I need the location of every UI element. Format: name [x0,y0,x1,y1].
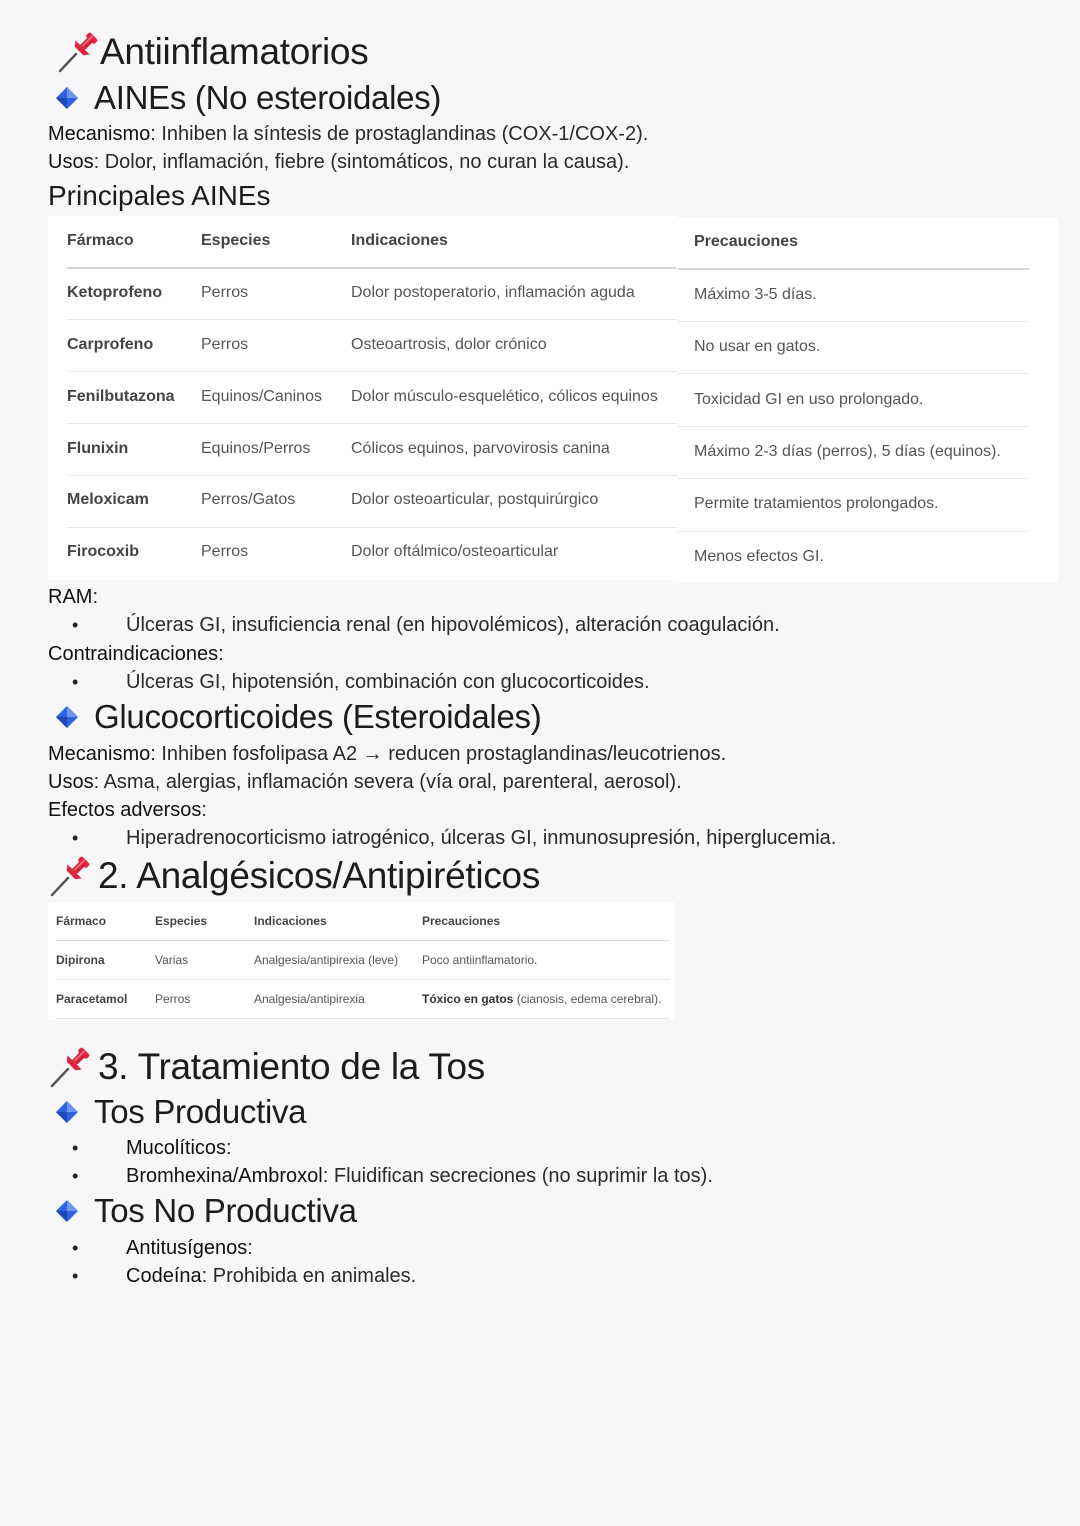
bullet-icon: • [72,1238,79,1258]
table-cell-farmaco: Ketoprofeno [67,284,163,301]
list-item: • Úlceras GI, insuficiencia renal (en hipovolémicos), alteración coagulación. [72,614,780,636]
gluco-efectos-label: Efectos adversos: [48,799,207,821]
table-cell-especies: Perros [201,336,249,353]
blue-diamond-icon [54,85,80,111]
column-header: Fármaco [67,232,134,249]
column-header: Precauciones [694,233,799,250]
table-cell-farmaco: Dipirona [56,953,105,967]
table-cell-especies: Equinos/Perros [201,440,311,457]
column-header: Precauciones [422,914,501,928]
table-cell-indicaciones: Dolor oftálmico/osteoarticular [351,543,559,560]
column-header: Especies [155,914,208,928]
column-header: Indicaciones [254,914,327,928]
table-cell-indicaciones: Cólicos equinos, parvovirosis canina [351,440,610,457]
table-cell-indicaciones: Dolor músculo-esquelético, cólicos equinos [351,388,658,405]
aines-usos: Usos: Dolor, inflamación, fiebre (sintomáticos, no curan la causa). [48,151,630,173]
row-divider [678,478,1029,479]
bullet-icon: • [72,1166,79,1186]
pushpin-icon [48,854,92,898]
table-cell-especies: Perros/Gatos [201,491,296,508]
table-cell-farmaco: Meloxicam [67,491,149,508]
row-divider [67,319,677,320]
table-cell-especies: Equinos/Caninos [201,388,322,405]
table-cell-indicaciones: Dolor osteoarticular, postquirúrgico [351,491,599,508]
bullet-icon: • [72,1266,79,1286]
bullet-icon: • [72,828,79,848]
section-title-antiinflamatorios: Antiinflamatorios [56,30,368,74]
list-item: • Bromhexina/Ambroxol: Fluidifican secreciones (no suprimir la tos). [72,1165,713,1187]
table-cell-especies: Perros [201,284,249,301]
row-divider [678,426,1029,427]
row-divider [678,321,1029,322]
contraindicaciones-label: Contraindicaciones: [48,643,224,665]
subsection-title-tos-productiva: Tos Productiva [54,1093,306,1131]
column-header: Fármaco [56,914,107,928]
list-item: • Codeína: Prohibida en animales. [72,1265,417,1287]
row-divider [56,1018,670,1019]
table-cell-indicaciones: Analgesia/antipirexia [254,992,365,1006]
bullet-icon: • [72,615,79,635]
table-cell-precauciones: No usar en gatos. [694,338,821,355]
table-cell-precauciones: Máximo 2-3 días (perros), 5 días (equinos). [694,443,1001,460]
subsection-title-aines: AINEs (No esteroidales) [54,79,441,117]
blue-diamond-icon [54,1099,80,1125]
list-item: • Úlceras GI, hipotensión, combinación con glucocorticoides. [72,671,650,693]
row-divider [678,531,1029,532]
bullet-icon: • [72,672,79,692]
row-divider [67,371,677,372]
row-divider [56,979,670,980]
table-cell-indicaciones: Dolor postoperatorio, inflamación aguda [351,284,635,301]
row-divider [67,527,677,528]
bullet-icon: • [72,1138,79,1158]
table-cell-farmaco: Flunixin [67,440,129,457]
table-cell-precauciones: Permite tratamientos prolongados. [694,495,939,512]
column-header: Especies [201,232,271,249]
table-title-principales-aines: Principales AINEs [48,180,271,211]
table-cell-precauciones: Máximo 3-5 días. [694,286,817,303]
pushpin-icon [56,30,100,74]
table-cell-precauciones: Tóxico en gatos (cianosis, edema cerebral). [422,992,662,1006]
blue-diamond-icon [54,704,80,730]
table-cell-farmaco: Fenilbutazona [67,388,175,405]
table-cell-especies: Perros [155,992,191,1006]
aines-mecanismo: Mecanismo: Inhiben la síntesis de prostaglandinas (COX-1/COX-2). [48,123,649,145]
table-cell-farmaco: Firocoxib [67,543,140,560]
table-cell-farmaco: Carprofeno [67,336,154,353]
section-title-tos: 3. Tratamiento de la Tos [48,1045,485,1089]
subsection-title-tos-no-productiva: Tos No Productiva [54,1192,357,1230]
header-divider [56,940,670,941]
list-item: • Antitusígenos: [72,1237,253,1259]
ram-label: RAM: [48,586,99,608]
list-item: • Mucolíticos: [72,1137,232,1159]
table-cell-precauciones: Toxicidad GI en uso prolongado. [694,391,924,408]
header-divider [678,268,1029,270]
gluco-usos: Usos: Asma, alergias, inflamación severa (vía oral, parenteral, aerosol). [48,771,682,793]
gluco-mecanismo: Mecanismo: Inhiben fosfolipasa A2 → reducen prostaglandinas/leucotrienos. [48,743,727,765]
header-divider [67,267,677,269]
table-cell-especies: Perros [201,543,249,560]
table-cell-indicaciones: Analgesia/antipirexia (leve) [254,953,399,967]
table-cell-precauciones: Poco antiinflamatorio. [422,953,538,967]
row-divider [67,475,677,476]
table-cell-precauciones: Menos efectos GI. [694,548,824,565]
subsection-title-glucocorticoides: Glucocorticoides (Esteroidales) [54,698,541,736]
table-cell-especies: Varias [155,953,189,967]
list-item: • Hiperadrenocorticismo iatrogénico, úlceras GI, inmunosupresión, hiperglucemia. [72,827,837,849]
section-title-analgesicos: 2. Analgésicos/Antipiréticos [48,854,540,898]
table-cell-farmaco: Paracetamol [56,992,128,1006]
pushpin-icon [48,1045,92,1089]
row-divider [678,373,1029,374]
table-cell-indicaciones: Osteoartrosis, dolor crónico [351,336,547,353]
blue-diamond-icon [54,1198,80,1224]
row-divider [67,423,677,424]
column-header: Indicaciones [351,232,448,249]
